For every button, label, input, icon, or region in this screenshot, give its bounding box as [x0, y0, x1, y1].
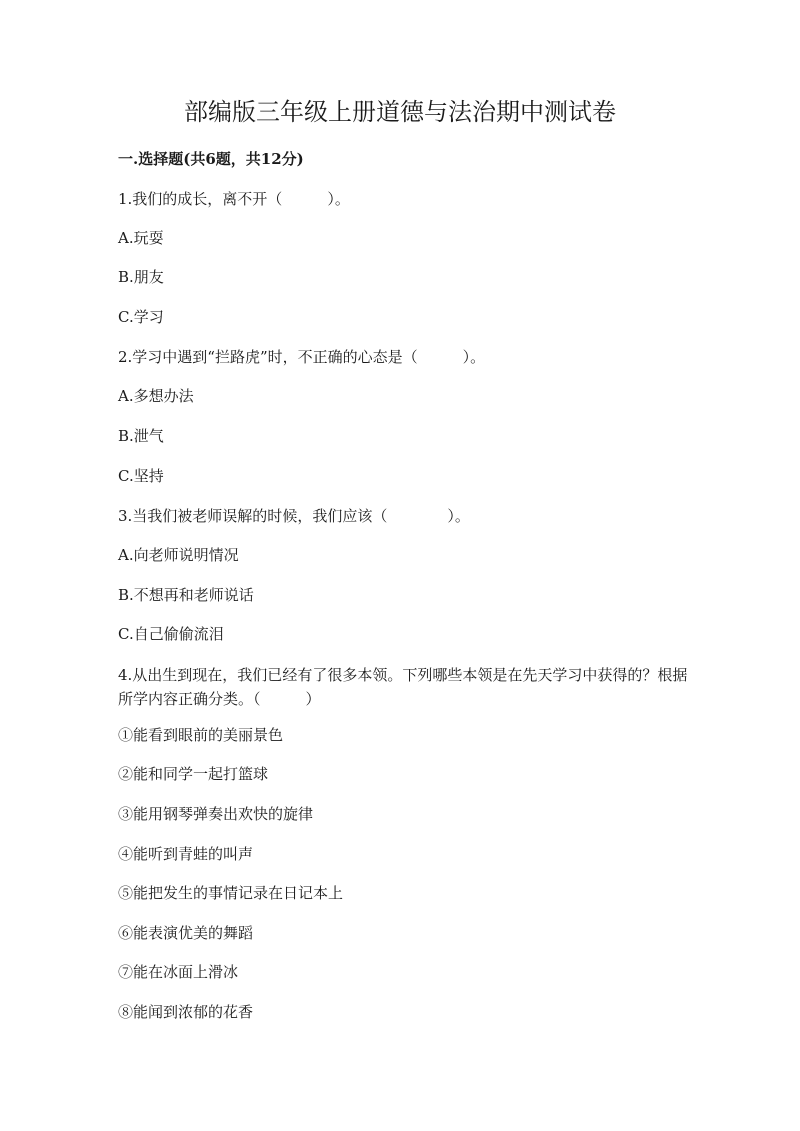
question-3-stem: 3.当我们被老师误解的时候，我们应该（ ）。 [118, 507, 470, 525]
question-2-option-b: B.泄气 [118, 427, 164, 445]
question-4-item-1: ①能看到眼前的美丽景色 [118, 726, 284, 744]
page-title: 部编版三年级上册道德与法治期中测试卷 [184, 98, 616, 126]
question-1-option-a: A.玩耍 [118, 229, 164, 247]
question-1-option-b: B.朋友 [118, 268, 164, 286]
question-2-stem: 2.学习中遇到“拦路虎”时，不正确的心态是（ ）。 [118, 348, 486, 366]
question-4-stem: 4.从出生到现在，我们已经有了很多本领。下列哪些本领是在先天学习中获得的？根据所学内容正确分类。（ ） [118, 666, 688, 708]
question-4-item-7: ⑦能在冰面上滑冰 [118, 963, 239, 981]
question-4-item-3: ③能用钢琴弹奏出欢快的旋律 [118, 805, 314, 823]
question-4-item-4: ④能听到青蛙的叫声 [118, 845, 254, 863]
question-1-option-c: C.学习 [118, 308, 164, 326]
question-3-option-c: C.自己偷偷流泪 [118, 625, 224, 643]
question-4-item-5: ⑤能把发生的事情记录在日记本上 [118, 884, 344, 902]
question-4-item-2: ②能和同学一起打篮球 [118, 765, 269, 783]
question-4-item-8: ⑧能闻到浓郁的花香 [118, 1003, 254, 1021]
question-2-option-c: C.坚持 [118, 467, 164, 485]
section-heading-multiple-choice: 一.选择题(共6题，共12分) [118, 150, 304, 168]
question-4-item-6: ⑥能表演优美的舞蹈 [118, 924, 254, 942]
question-1-stem: 1.我们的成长，离不开（ ）。 [118, 190, 350, 208]
question-3-option-b: B.不想再和老师说话 [118, 586, 254, 604]
question-2-option-a: A.多想办法 [118, 387, 194, 405]
question-3-option-a: A.向老师说明情况 [118, 546, 239, 564]
